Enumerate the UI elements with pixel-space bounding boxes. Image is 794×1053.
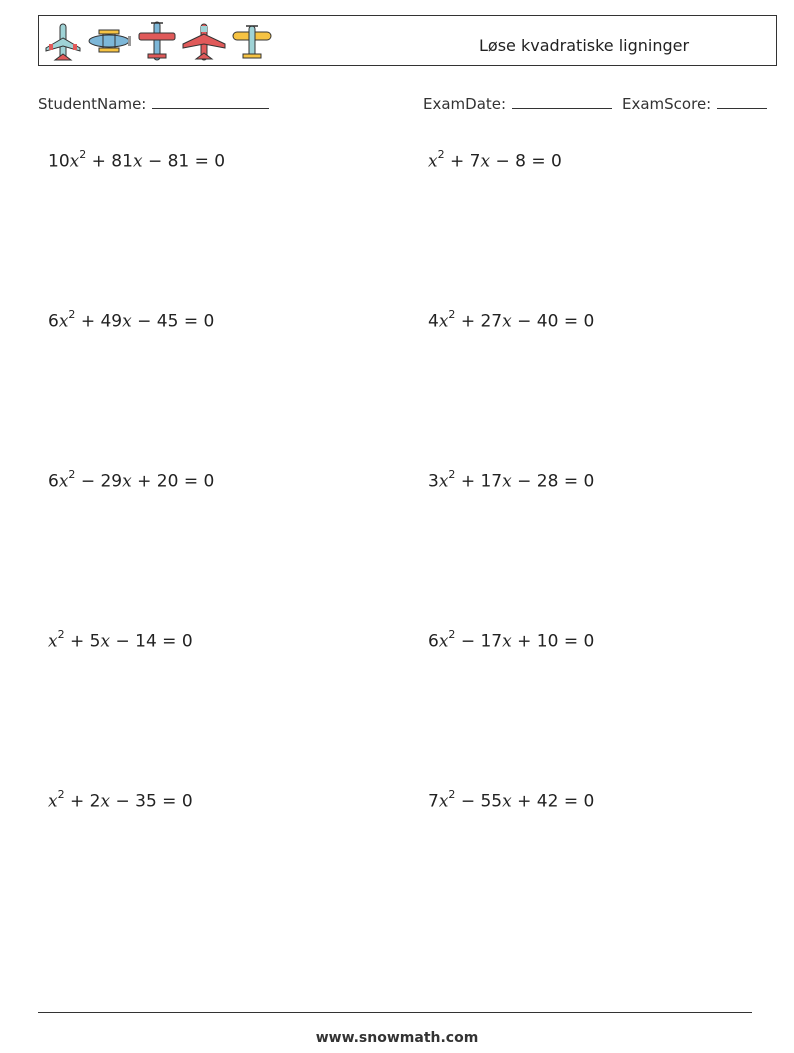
student-name-blank[interactable]: [152, 94, 269, 109]
exam-score-label: ExamScore:: [622, 95, 712, 113]
exam-score-field: [622, 94, 767, 113]
problem: $10x^2 + 81x - 81 = 0$: [48, 148, 226, 172]
problem: $7x^2 - 55x + 42 = 0$: [428, 788, 595, 812]
student-name-field: [38, 94, 269, 113]
student-name-label: StudentName:: [38, 95, 147, 113]
airplane-icon: [43, 20, 83, 64]
worksheet-title: Løse kvadratiske ligninger: [479, 36, 690, 55]
header-box: [38, 15, 777, 66]
problem: $x^2 + 7x - 8 = 0$: [428, 148, 562, 172]
problem: $4x^2 + 27x - 40 = 0$: [428, 308, 595, 332]
problem: $6x^2 - 17x + 10 = 0$: [428, 628, 595, 652]
problem: $6x^2 + 49x - 45 = 0$: [48, 308, 215, 332]
plane-icons: [43, 20, 273, 64]
footer-url[interactable]: www.snowmath.com: [315, 1030, 479, 1046]
airplane-icon: [137, 20, 177, 64]
airplane-icon: [181, 20, 227, 64]
exam-date-field: [423, 94, 612, 113]
exam-date-blank[interactable]: [512, 94, 612, 109]
exam-date-label: ExamDate:: [423, 95, 507, 113]
airplane-icon: [231, 20, 273, 64]
footer-divider: [38, 1012, 752, 1013]
problem: $3x^2 + 17x - 28 = 0$: [428, 468, 595, 492]
problem: $x^2 + 2x - 35 = 0$: [48, 788, 193, 812]
problem: $x^2 + 5x - 14 = 0$: [48, 628, 193, 652]
exam-score-blank[interactable]: [717, 94, 767, 109]
problem: $6x^2 - 29x + 20 = 0$: [48, 468, 215, 492]
biplane-icon: [87, 20, 133, 64]
